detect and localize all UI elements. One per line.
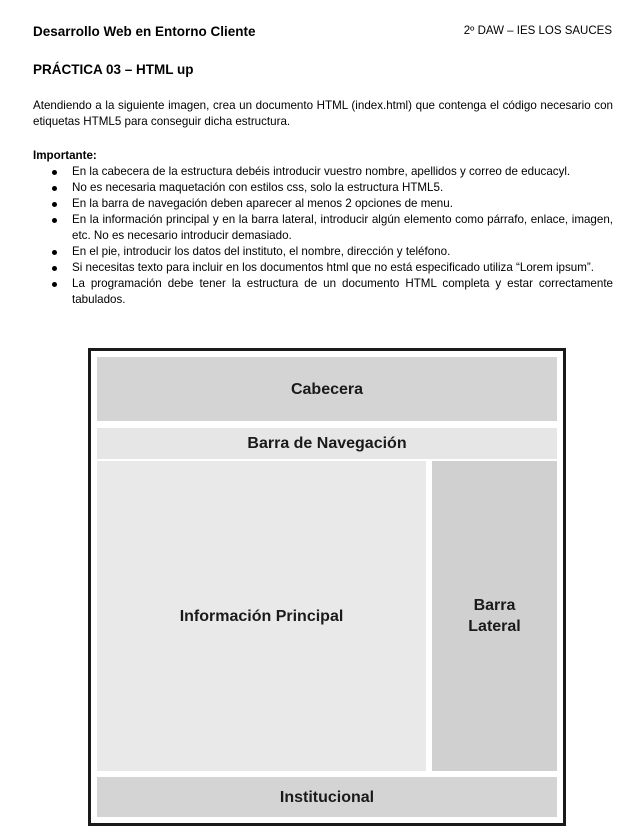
list-item — [33, 180, 613, 196]
list-item-text: En la información principal y en la barra lateral, introducir algún elemento como párrafo, enlace, imagen, etc. No es necesario introducir demasiado. — [72, 213, 613, 242]
bullet-icon — [52, 282, 57, 287]
list-item-text: En la cabecera de la estructura debéis introducir vuestro nombre, apellidos y correo de educacyl. — [72, 165, 571, 178]
list-item-text: En la barra de navegación deben aparecer al menos 2 opciones de menu. — [72, 197, 453, 210]
diagram-header-label: Cabecera — [290, 380, 364, 398]
list-item-text: No es necesaria maquetación con estilos css, solo la estructura HTML5. — [72, 181, 444, 194]
diagram-main-label: Información Principal — [179, 607, 344, 625]
bullet-icon — [52, 266, 57, 271]
diagram-footer-label: Institucional — [279, 788, 375, 806]
diagram-nav-label: Barra de Navegación — [247, 435, 407, 452]
bullet-icon — [52, 218, 57, 223]
list-item — [33, 164, 613, 180]
important-label: Importante: — [33, 149, 97, 162]
list-item — [33, 244, 613, 260]
diagram-aside-label-line2: Lateral — [468, 618, 521, 635]
diagram-header-block — [97, 357, 557, 421]
list-item-text: Si necesitas texto para incluir en los documentos html que no está especificado utiliza “Lorem ipsum”. — [72, 261, 594, 274]
bullet-icon — [52, 250, 57, 255]
list-item-text: En el pie, introducir los datos del instituto, el nombre, dirección y teléfono. — [72, 245, 451, 258]
bullet-icon — [52, 202, 57, 207]
list-item — [33, 212, 613, 244]
intro-paragraph: Atendiendo a la siguiente imagen, crea un documento HTML (index.html) que contenga el código necesario con etiquetas HTML5 para conseguir dicha estructura. — [33, 99, 613, 128]
requirements-list — [33, 164, 613, 308]
list-item — [33, 196, 613, 212]
list-item-text: La programación debe tener la estructura de un documento HTML completa y estar correctamente tabulados. — [72, 277, 613, 306]
list-item — [33, 276, 613, 308]
course-title: Desarrollo Web en Entorno Cliente — [33, 24, 256, 39]
diagram-aside-block — [432, 461, 557, 771]
list-item — [33, 260, 613, 276]
diagram-nav-block — [97, 428, 557, 459]
course-meta: 2º DAW – IES LOS SAUCES — [463, 25, 612, 37]
diagram-footer-block — [97, 777, 557, 817]
diagram-aside-label — [468, 595, 520, 637]
layout-diagram — [88, 348, 566, 826]
bullet-icon — [52, 170, 57, 175]
practice-title: PRÁCTICA 03 – HTML up — [33, 62, 194, 77]
bullet-icon — [52, 186, 57, 191]
diagram-main-block — [97, 461, 426, 771]
document-header — [33, 24, 612, 42]
diagram-aside-label-line1: Barra — [473, 597, 516, 614]
